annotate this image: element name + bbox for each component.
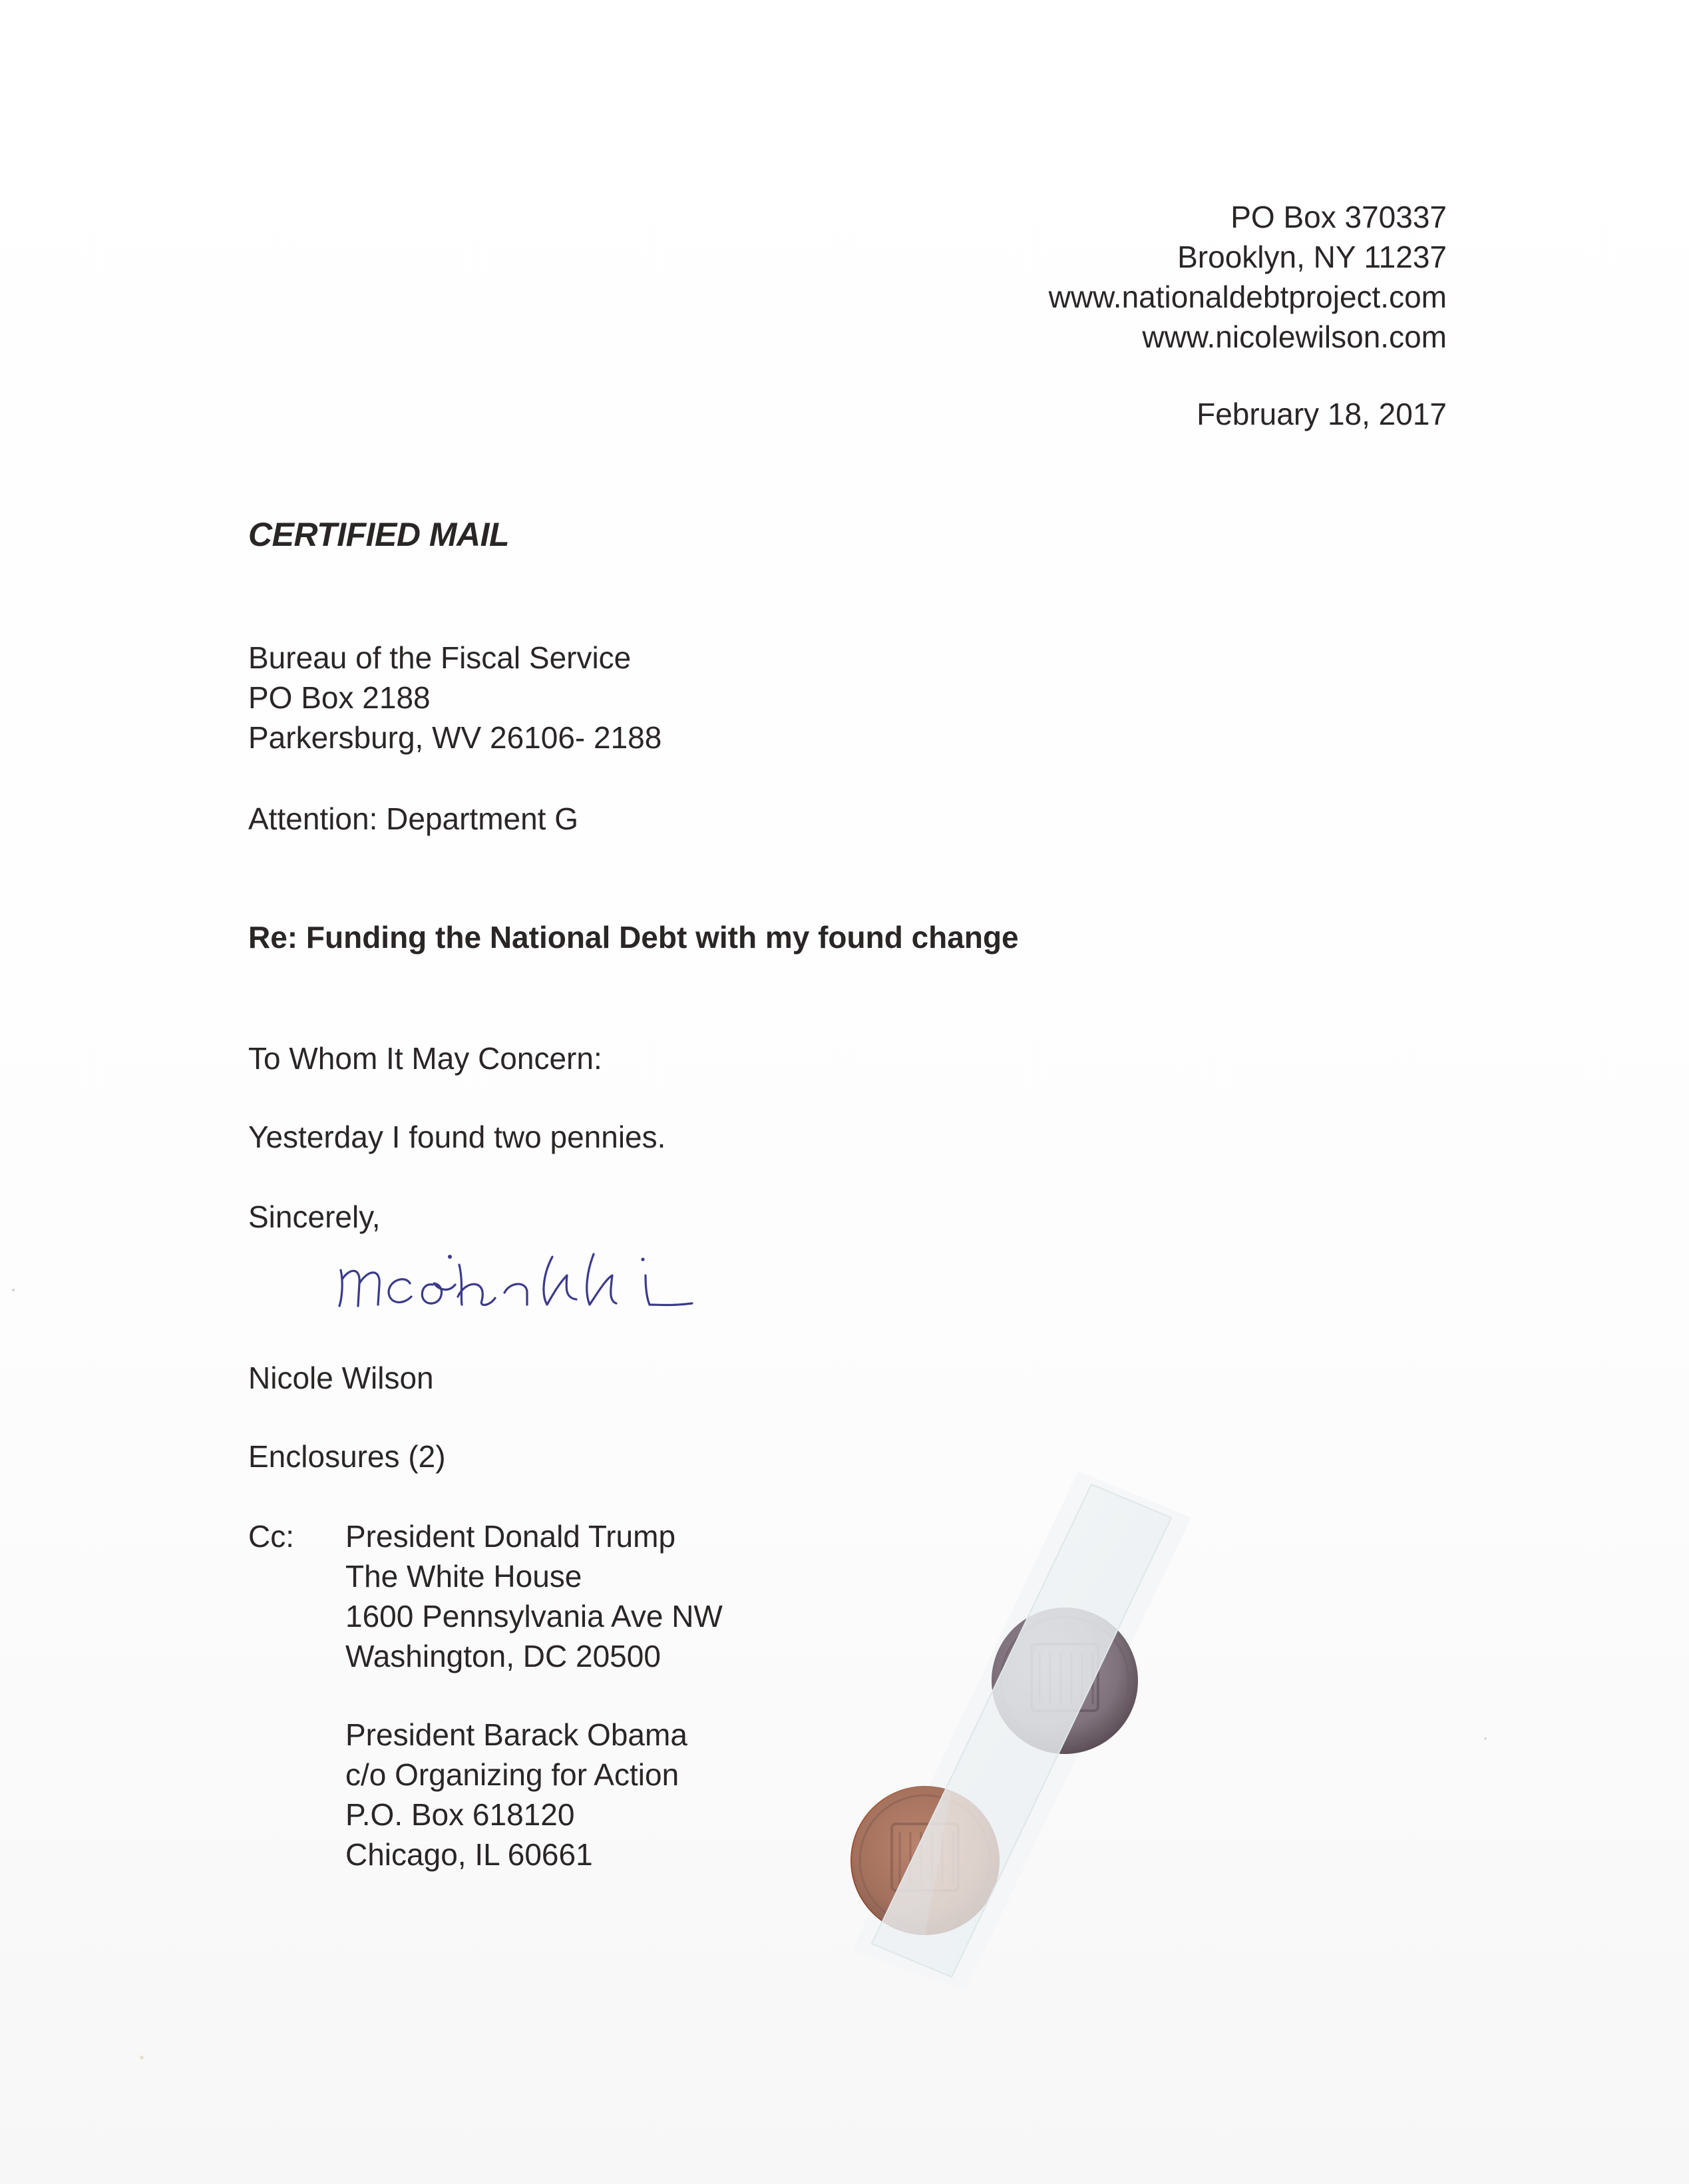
sender-address [1049,197,1447,357]
certified-mail-heading: CERTIFIED MAIL [248,516,510,553]
recipient-po-box: PO Box 2188 [248,680,431,715]
sender-website-1: www.nationaldebtproject.com [1048,280,1447,314]
letter-date: February 18, 2017 [1197,397,1447,431]
closing-text: Sincerely, [248,1200,381,1234]
body-text: Yesterday I found two pennies. [248,1120,666,1154]
attention-text: Attention: Department G [248,801,579,836]
cc-1-name: President Donald Trump [345,1519,676,1554]
sender-website-2: www.nicolewilson.com [1142,320,1447,354]
paper-speck [140,2056,144,2060]
cc-1-org: The White House [345,1559,582,1594]
signer-name: Nicole Wilson [248,1361,434,1395]
cc-2-city: Chicago, IL 60661 [345,1837,593,1872]
tape-strip [872,1484,1171,1977]
sender-po-box: PO Box 370337 [1230,200,1447,234]
signer-name-block [248,1358,434,1398]
letter-body [248,1117,665,1157]
taped-pennies [732,1444,1211,2010]
cc-1-city: Washington, DC 20500 [345,1639,661,1673]
paper-speck [12,1289,15,1291]
cc-2-org: c/o Organizing for Action [345,1757,679,1792]
recipient-address [248,638,661,758]
cc-2-name: President Barack Obama [345,1717,687,1752]
cc-label: Cc: [248,1519,294,1554]
attention-line [248,799,578,839]
cc-2-street: P.O. Box 618120 [345,1797,575,1832]
salutation [248,1038,602,1078]
sender-city: Brooklyn, NY 11237 [1177,240,1447,274]
subject-line: Re: Funding the National Debt with my found change [248,920,1019,955]
recipient-city: Parkersburg, WV 26106- 2188 [248,720,662,755]
enclosures-text: Enclosures (2) [248,1439,446,1474]
cc-recipient-1 [345,1516,723,1676]
recipient-name: Bureau of the Fiscal Service [248,640,632,675]
cc-recipient-2 [345,1715,687,1874]
paper-speck [1484,1737,1487,1740]
handwritten-signature [333,1218,785,1338]
cc-1-street: 1600 Pennsylvania Ave NW [345,1599,723,1634]
salutation-text: To Whom It May Concern: [248,1041,602,1076]
enclosures-block [248,1436,446,1476]
